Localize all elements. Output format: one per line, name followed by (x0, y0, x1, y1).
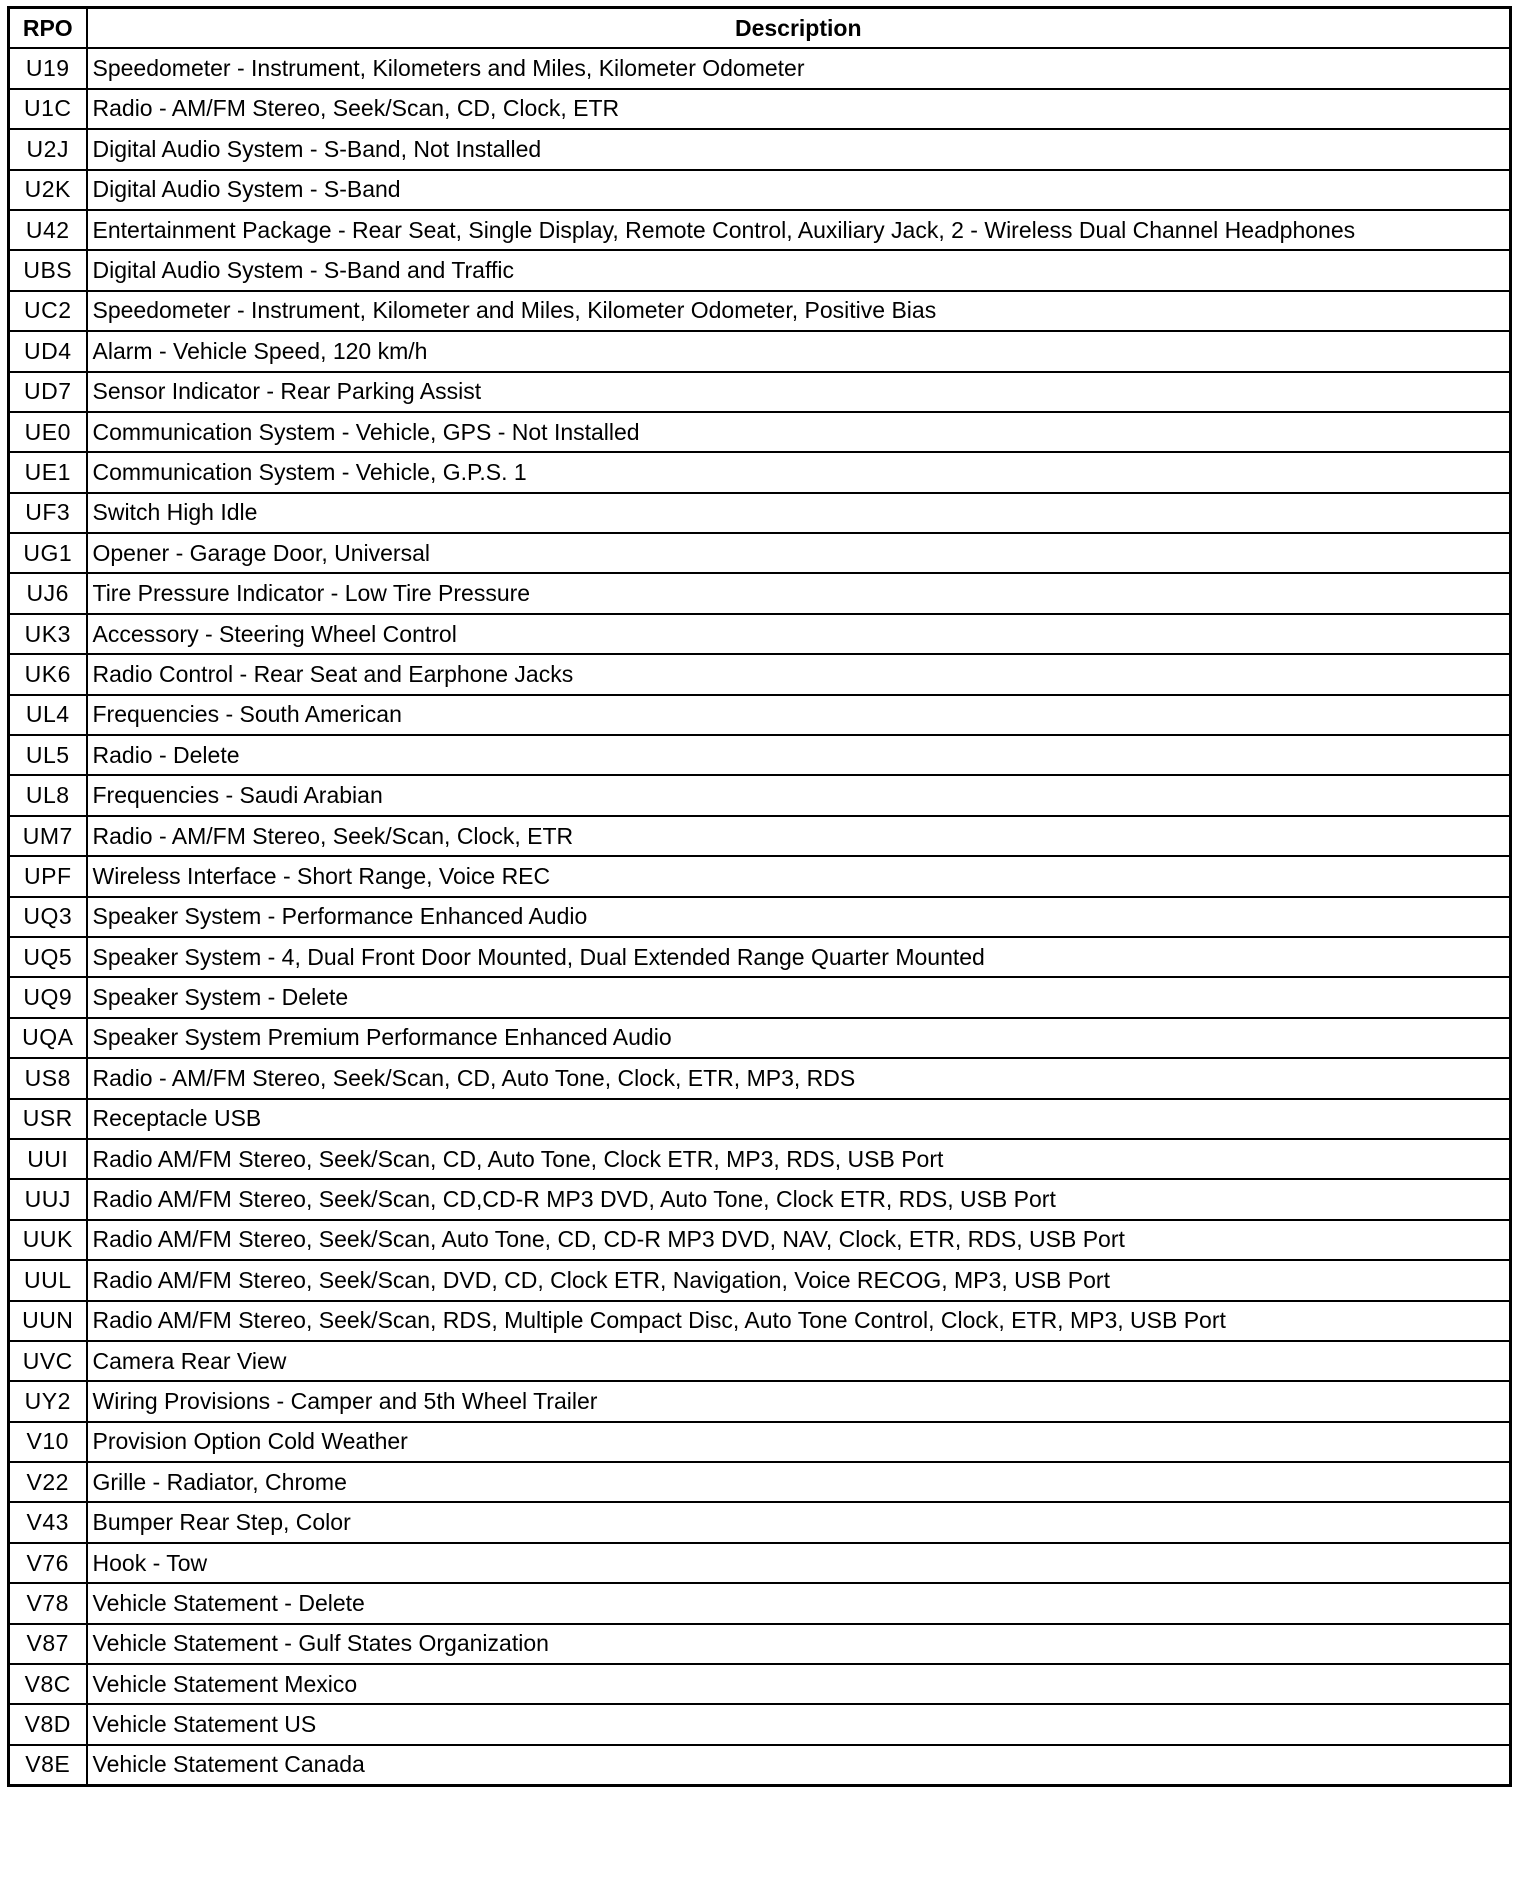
table-row (9, 816, 1511, 856)
rpo-code-cell: UY2 (9, 1381, 87, 1421)
description-cell: Opener - Garage Door, Universal (87, 533, 1511, 573)
table-row (9, 1018, 1511, 1058)
table-row (9, 452, 1511, 492)
table-row (9, 372, 1511, 412)
description-cell: Communication System - Vehicle, GPS - Not Installed (87, 412, 1511, 452)
rpo-code-cell: UM7 (9, 816, 87, 856)
rpo-code-cell: UQ5 (9, 937, 87, 977)
description-cell: Camera Rear View (87, 1341, 1511, 1381)
description-cell: Radio - AM/FM Stereo, Seek/Scan, CD, Clock, ETR (87, 89, 1511, 129)
table-row (9, 614, 1511, 654)
description-cell: Vehicle Statement US (87, 1704, 1511, 1744)
table-row (9, 1502, 1511, 1542)
rpo-code-cell: U1C (9, 89, 87, 129)
rpo-code-cell: USR (9, 1099, 87, 1139)
rpo-code-cell: UBS (9, 250, 87, 290)
description-cell: Vehicle Statement - Delete (87, 1583, 1511, 1623)
table-row (9, 1462, 1511, 1502)
table-row (9, 1381, 1511, 1421)
table-row (9, 654, 1511, 694)
rpo-code-cell: UUJ (9, 1179, 87, 1219)
rpo-code-cell: UD4 (9, 331, 87, 371)
rpo-code-cell: UL8 (9, 775, 87, 815)
table-row (9, 331, 1511, 371)
table-body (9, 48, 1511, 1785)
rpo-code-cell: UJ6 (9, 573, 87, 613)
rpo-code-cell: V78 (9, 1583, 87, 1623)
rpo-code-cell: UUL (9, 1260, 87, 1300)
description-cell: Vehicle Statement Canada (87, 1745, 1511, 1786)
description-cell: Digital Audio System - S-Band (87, 170, 1511, 210)
table-row (9, 129, 1511, 169)
description-cell: Radio AM/FM Stereo, Seek/Scan, CD,CD-R MP3 DVD, Auto Tone, Clock ETR, RDS, USB Port (87, 1179, 1511, 1219)
header-description: Description (87, 8, 1511, 49)
description-cell: Accessory - Steering Wheel Control (87, 614, 1511, 654)
rpo-code-cell: U2J (9, 129, 87, 169)
description-cell: Radio - AM/FM Stereo, Seek/Scan, CD, Auto Tone, Clock, ETR, MP3, RDS (87, 1058, 1511, 1098)
table-row (9, 1664, 1511, 1704)
table-row (9, 1745, 1511, 1786)
table-row (9, 1220, 1511, 1260)
table-row (9, 89, 1511, 129)
table-row (9, 1260, 1511, 1300)
description-cell: Radio AM/FM Stereo, Seek/Scan, Auto Tone, CD, CD-R MP3 DVD, NAV, Clock, ETR, RDS, USB Port (87, 1220, 1511, 1260)
table-row (9, 1058, 1511, 1098)
description-cell: Radio AM/FM Stereo, Seek/Scan, RDS, Multiple Compact Disc, Auto Tone Control, Clock, ETR, MP3, USB Port (87, 1301, 1511, 1341)
description-cell: Wireless Interface - Short Range, Voice REC (87, 856, 1511, 896)
table-header-row (9, 8, 1511, 49)
description-cell: Receptacle USB (87, 1099, 1511, 1139)
table-row (9, 1624, 1511, 1664)
rpo-code-cell: UQA (9, 1018, 87, 1058)
description-cell: Speedometer - Instrument, Kilometers and Miles, Kilometer Odometer (87, 48, 1511, 88)
rpo-code-cell: UPF (9, 856, 87, 896)
rpo-code-cell: UE1 (9, 452, 87, 492)
rpo-code-cell: UD7 (9, 372, 87, 412)
description-cell: Vehicle Statement - Gulf States Organization (87, 1624, 1511, 1664)
description-cell: Speaker System - 4, Dual Front Door Mounted, Dual Extended Range Quarter Mounted (87, 937, 1511, 977)
description-cell: Radio AM/FM Stereo, Seek/Scan, DVD, CD, Clock ETR, Navigation, Voice RECOG, MP3, USB Port (87, 1260, 1511, 1300)
rpo-code-cell: U19 (9, 48, 87, 88)
rpo-code-cell: UK3 (9, 614, 87, 654)
rpo-code-cell: UQ9 (9, 977, 87, 1017)
rpo-code-cell: UL5 (9, 735, 87, 775)
rpo-table (7, 6, 1512, 1787)
description-cell: Provision Option Cold Weather (87, 1422, 1511, 1462)
rpo-code-cell: V43 (9, 1502, 87, 1542)
table-row (9, 1583, 1511, 1623)
rpo-code-cell: UQ3 (9, 897, 87, 937)
rpo-code-cell: UUI (9, 1139, 87, 1179)
description-cell: Wiring Provisions - Camper and 5th Wheel Trailer (87, 1381, 1511, 1421)
rpo-code-cell: UL4 (9, 695, 87, 735)
description-cell: Speaker System Premium Performance Enhanced Audio (87, 1018, 1511, 1058)
table-row (9, 775, 1511, 815)
table-row (9, 493, 1511, 533)
description-cell: Hook - Tow (87, 1543, 1511, 1583)
description-cell: Digital Audio System - S-Band, Not Installed (87, 129, 1511, 169)
table-row (9, 1422, 1511, 1462)
rpo-code-cell: UK6 (9, 654, 87, 694)
table-row (9, 1704, 1511, 1744)
description-cell: Radio - Delete (87, 735, 1511, 775)
rpo-code-cell: U2K (9, 170, 87, 210)
rpo-code-cell: V76 (9, 1543, 87, 1583)
table-row (9, 412, 1511, 452)
description-cell: Sensor Indicator - Rear Parking Assist (87, 372, 1511, 412)
rpo-code-cell: V8C (9, 1664, 87, 1704)
table-row (9, 170, 1511, 210)
rpo-code-cell: US8 (9, 1058, 87, 1098)
description-cell: Switch High Idle (87, 493, 1511, 533)
description-cell: Communication System - Vehicle, G.P.S. 1 (87, 452, 1511, 492)
description-cell: Speaker System - Performance Enhanced Audio (87, 897, 1511, 937)
table-row (9, 250, 1511, 290)
table-row (9, 1301, 1511, 1341)
description-cell: Vehicle Statement Mexico (87, 1664, 1511, 1704)
rpo-code-cell: V8D (9, 1704, 87, 1744)
table-row (9, 735, 1511, 775)
table-row (9, 210, 1511, 250)
description-cell: Speedometer - Instrument, Kilometer and Miles, Kilometer Odometer, Positive Bias (87, 291, 1511, 331)
description-cell: Radio Control - Rear Seat and Earphone Jacks (87, 654, 1511, 694)
table-row (9, 856, 1511, 896)
description-cell: Tire Pressure Indicator - Low Tire Pressure (87, 573, 1511, 613)
rpo-code-cell: UC2 (9, 291, 87, 331)
table-row (9, 1543, 1511, 1583)
rpo-code-cell: UF3 (9, 493, 87, 533)
description-cell: Bumper Rear Step, Color (87, 1502, 1511, 1542)
table-row (9, 977, 1511, 1017)
description-cell: Entertainment Package - Rear Seat, Single Display, Remote Control, Auxiliary Jack, 2 - Wireless Dual Channel Headphones (87, 210, 1511, 250)
rpo-code-cell: V8E (9, 1745, 87, 1786)
description-cell: Frequencies - South American (87, 695, 1511, 735)
table-row (9, 291, 1511, 331)
table-row (9, 1341, 1511, 1381)
description-cell: Grille - Radiator, Chrome (87, 1462, 1511, 1502)
rpo-code-cell: UE0 (9, 412, 87, 452)
rpo-code-cell: UUK (9, 1220, 87, 1260)
rpo-code-cell: V22 (9, 1462, 87, 1502)
description-cell: Radio AM/FM Stereo, Seek/Scan, CD, Auto Tone, Clock ETR, MP3, RDS, USB Port (87, 1139, 1511, 1179)
rpo-code-cell: V87 (9, 1624, 87, 1664)
rpo-code-cell: V10 (9, 1422, 87, 1462)
description-cell: Speaker System - Delete (87, 977, 1511, 1017)
table-row (9, 937, 1511, 977)
table-row (9, 533, 1511, 573)
description-cell: Radio - AM/FM Stereo, Seek/Scan, Clock, ETR (87, 816, 1511, 856)
rpo-code-cell: UVC (9, 1341, 87, 1381)
table-row (9, 48, 1511, 88)
description-cell: Alarm - Vehicle Speed, 120 km/h (87, 331, 1511, 371)
rpo-code-cell: U42 (9, 210, 87, 250)
rpo-code-cell: UUN (9, 1301, 87, 1341)
rpo-code-cell: UG1 (9, 533, 87, 573)
table-row (9, 695, 1511, 735)
table-row (9, 1099, 1511, 1139)
header-rpo: RPO (9, 8, 87, 49)
table-row (9, 897, 1511, 937)
table-row (9, 573, 1511, 613)
description-cell: Digital Audio System - S-Band and Traffic (87, 250, 1511, 290)
table-row (9, 1139, 1511, 1179)
description-cell: Frequencies - Saudi Arabian (87, 775, 1511, 815)
table-row (9, 1179, 1511, 1219)
